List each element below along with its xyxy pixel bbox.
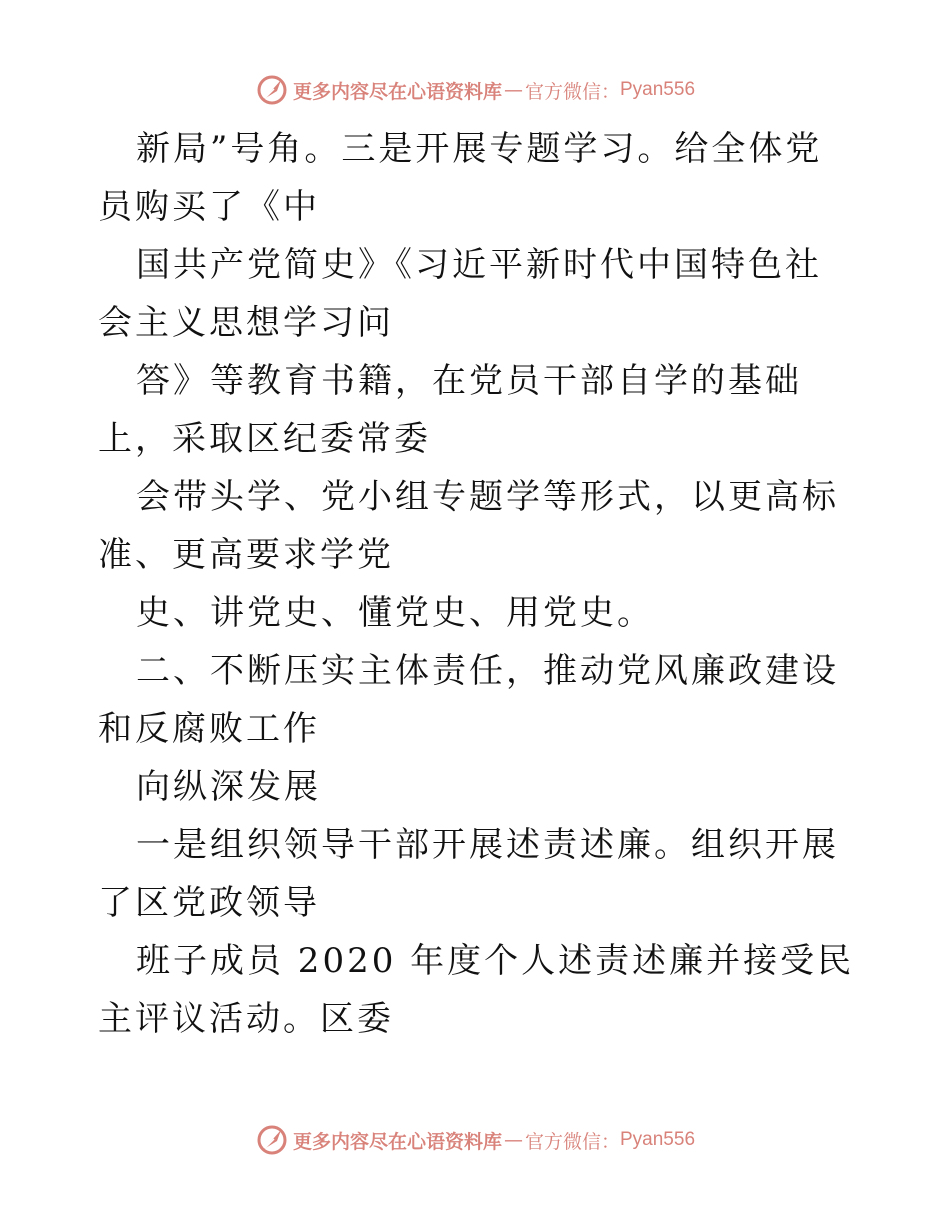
watermark-wechat-id: Pyan556 — [620, 1129, 696, 1150]
watermark-text: 更多内容尽在心语资料库 — [292, 80, 502, 103]
paragraph: 答》等教育书籍，在党员干部自学的基础上，采取区纪委常委 — [98, 361, 802, 459]
watermark-separator: — — [503, 79, 523, 101]
paragraph: 国共产党简史》《习近平新时代中国特色社会主义思想学习问 — [98, 245, 822, 343]
quill-logo-icon — [255, 1123, 289, 1157]
watermark-separator: — — [503, 1129, 523, 1151]
watermark-wechat-label: 官方微信： — [524, 1130, 620, 1153]
footer-watermark — [0, 1120, 950, 1160]
section-heading-continued: 向纵深发展 — [136, 767, 321, 807]
quill-logo-icon — [255, 73, 289, 107]
paragraph: 一是组织领导干部开展述责述廉。组织开展了区党政领导 — [98, 825, 839, 923]
header-watermark — [0, 70, 950, 110]
paragraph: 会带头学、党小组专题学等形式，以更高标准、更高要求学党 — [98, 477, 839, 575]
paragraph: 新局”号角。三是开展专题学习。给全体党员购买了《中 — [98, 129, 823, 227]
paragraph: 史、讲党史、懂党史、用党史。 — [136, 593, 654, 633]
watermark-text: 更多内容尽在心语资料库 — [292, 1130, 502, 1153]
watermark-wechat-id: Pyan556 — [620, 79, 696, 100]
watermark-wechat-label: 官方微信： — [524, 80, 620, 103]
paragraph: 班子成员 2020 年度个人述责述廉并接受民主评议活动。区委 — [98, 941, 855, 1039]
document-body — [98, 120, 858, 1048]
section-heading: 二、不断压实主体责任，推动党风廉政建设和反腐败工作 — [98, 651, 839, 749]
